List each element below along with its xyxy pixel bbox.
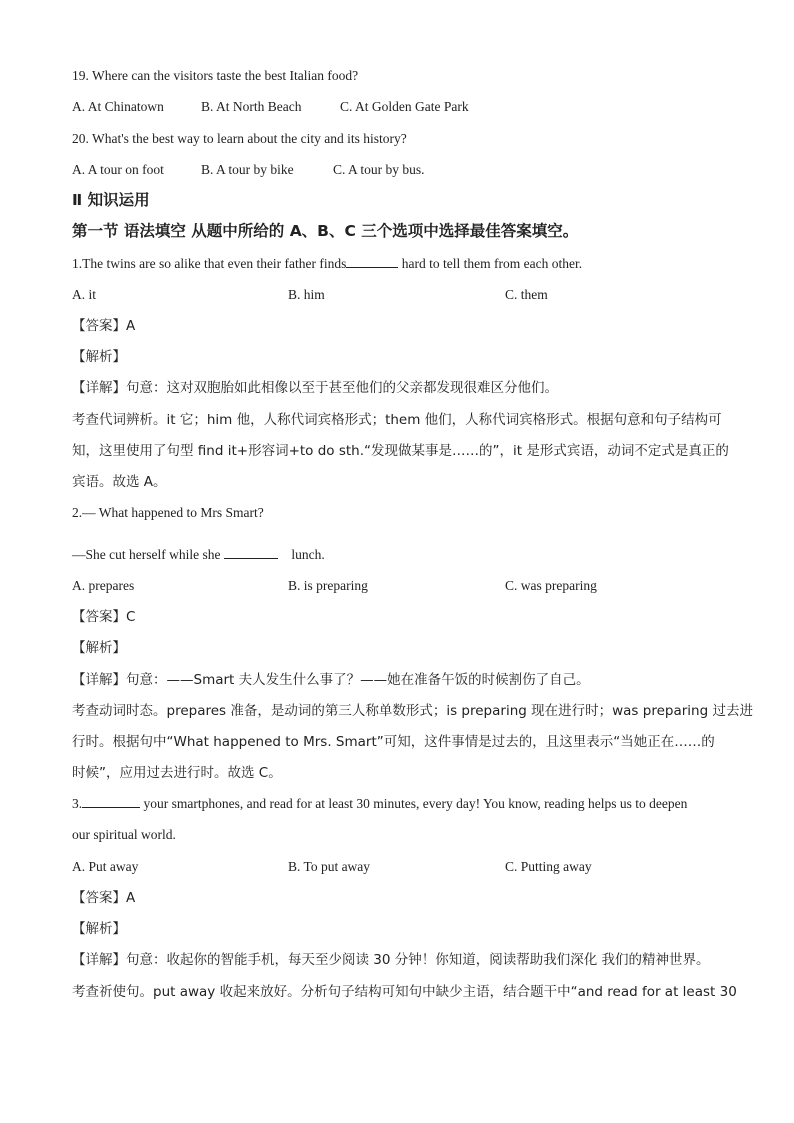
question-20-text: 20. What's the best way to learn about the city and its history? — [72, 131, 407, 146]
part-2-heading: Ⅱ 知识运用 — [72, 191, 150, 209]
item-2-question-line-2 — [72, 546, 325, 564]
q20-option-a: A. A tour on foot — [72, 162, 164, 177]
item-3-number: 3. — [72, 796, 83, 811]
item-2-explanation-line: 时候”，应用过去进行时。故选 C。 — [72, 765, 282, 781]
item-1-answer: 【答案】A — [72, 318, 136, 334]
item-1-question-end: hard to tell them from each other. — [401, 256, 583, 271]
item-1-option-b: B. him — [288, 287, 325, 302]
item-3-question-line-1 — [72, 795, 687, 813]
item-2-answer: 【答案】C — [72, 609, 136, 625]
question-19-text: 19. Where can the visitors taste the best Italian food? — [72, 68, 359, 83]
q20-option-c: C. A tour by bus. — [333, 162, 425, 177]
item-3-analysis-label: 【解析】 — [72, 921, 126, 937]
item-3-answer: 【答案】A — [72, 890, 136, 906]
q19-option-b: B. At North Beach — [201, 99, 302, 114]
item-2-explanation-line: 行时。根据句中“What happened to Mrs. Smart”可知，这件事情是过去的，且这里表示“当她正在……的 — [72, 734, 715, 750]
answer-blank — [224, 546, 278, 559]
item-1-explanation-line: 知，这里使用了句型 find it+形容词+to do sth.“发现做某事是……的”，it 是形式宾语，动词不定式是真正的 — [72, 443, 729, 459]
item-3-explanation-line: 考查祈使句。put away 收起来放好。分析句子结构可知句中缺少主语，结合题干中“and read for at least 30 — [72, 984, 737, 1000]
item-2-option-b: B. is preparing — [288, 578, 368, 593]
item-2-question-line-1: 2.— What happened to Mrs Smart? — [72, 505, 264, 520]
item-1-analysis-label: 【解析】 — [72, 349, 126, 365]
q20-option-b: B. A tour by bike — [201, 162, 294, 177]
item-2-question-start: —She cut herself while she — [72, 547, 221, 562]
answer-blank — [82, 795, 140, 808]
item-1-option-c: C. them — [505, 287, 548, 302]
item-1-explanation-line: 考查代词辨析。it 它；him 他，人称代词宾格形式；them 他们，人称代词宾格形式。根据句意和句子结构可 — [72, 412, 722, 428]
item-3-option-b: B. To put away — [288, 859, 371, 874]
item-1-question — [72, 255, 582, 273]
item-3-question-start: your smartphones, and read for at least 30 minutes, every day! You know, reading helps us to deepen — [143, 796, 688, 811]
answer-blank — [346, 255, 398, 268]
item-3-option-a: A. Put away — [72, 859, 139, 874]
item-2-option-a: A. prepares — [72, 578, 135, 593]
item-2-option-c: C. was preparing — [505, 578, 597, 593]
item-1-option-a: A. it — [72, 287, 97, 302]
item-2-question-end: lunch. — [291, 547, 325, 562]
item-1-detail: 【详解】句意：这对双胞胎如此相像以至于甚至他们的父亲都发现很难区分他们。 — [72, 380, 558, 396]
item-1-explanation-line: 宾语。故选 A。 — [72, 474, 167, 490]
section-1-heading: 第一节 语法填空 从题中所给的 A、B、C 三个选项中选择最佳答案填空。 — [72, 222, 579, 240]
item-3-detail: 【详解】句意：收起你的智能手机，每天至少阅读 30 分钟！你知道，阅读帮助我们深化 我们的精神世界。 — [72, 952, 710, 968]
item-1-question-start: 1.The twins are so alike that even their father finds — [72, 256, 347, 271]
item-2-detail: 【详解】句意：——Smart 夫人发生什么事了？——她在准备午饭的时候割伤了自己。 — [72, 672, 590, 688]
q19-option-a: A. At Chinatown — [72, 99, 164, 114]
q19-option-c: C. At Golden Gate Park — [340, 99, 469, 114]
item-3-question-line-2: our spiritual world. — [72, 827, 176, 842]
item-2-explanation-line: 考查动词时态。prepares 准备，是动词的第三人称单数形式；is preparing 现在进行时；was preparing 过去进 — [72, 703, 753, 719]
item-2-analysis-label: 【解析】 — [72, 640, 126, 656]
item-3-option-c: C. Putting away — [505, 859, 592, 874]
